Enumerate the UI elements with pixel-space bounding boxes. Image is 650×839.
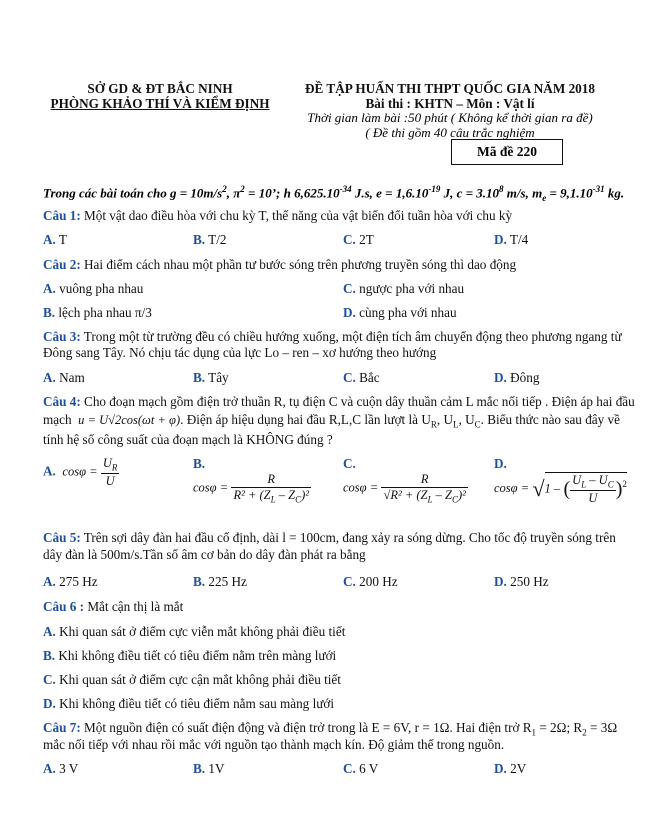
q1-option-d[interactable]: D. T/4 xyxy=(494,232,529,247)
question-5: Câu 5: Trên sợi dây đàn hai đầu cố định, dài l = 100cm, đang xảy ra sóng dừng. Cho tốc độ truyền sóng trên xyxy=(43,530,616,545)
q6-option-b[interactable]: B. Khi không điều tiết có tiêu điểm nằm trên màng lưới xyxy=(43,648,337,663)
exam-title: ĐỀ TẬP HUẤN THI THPT QUỐC GIA NĂM 2018 xyxy=(305,81,595,96)
question-5-line-2: dây đàn là 500m/s.Tần số âm cơ bản do dây đàn phát ra bằng xyxy=(43,547,366,562)
question-4-line-3: tính hệ số công suất của đoạn mạch là KHÔNG đúng ? xyxy=(43,432,333,447)
office-name: PHÒNG KHẢO THÍ VÀ KIỂM ĐỊNH xyxy=(50,96,270,111)
q4-option-a[interactable]: A. cosφ = $\frac{U_R}{U}$ xyxy=(43,456,118,488)
q5-option-b[interactable]: B. 225 Hz xyxy=(193,574,247,589)
q2-option-a[interactable]: A. vuông pha nhau xyxy=(43,281,144,296)
q5-option-d[interactable]: D. 250 Hz xyxy=(494,574,549,589)
q4-c-fraction: $\frac{R}{√R^2 + (Z_L - Z_C)^2}$ xyxy=(383,472,466,505)
q1-option-b[interactable]: B. T/2 xyxy=(193,232,227,247)
question-7-line-2: mắc nối tiếp với nhau rồi mắc với nguồn tạo thành mạch kín. Độ giảm thế trong nguồn. xyxy=(43,737,505,752)
q4-b-fraction: $\frac{R}{R^2 + (Z_L - Z_C)^2}$ xyxy=(233,472,310,505)
q7-option-b[interactable]: B. 1V xyxy=(193,761,225,776)
exam-subject: Bài thi : KHTN – Môn : Vật lí xyxy=(365,96,535,111)
question-2: Câu 2: Hai điểm cách nhau một phần tư bước sóng trên phương truyền sóng thì dao động xyxy=(43,257,517,272)
q1-option-a[interactable]: A. T xyxy=(43,232,67,247)
dept-name: SỞ GD & ĐT BẮC NINH xyxy=(87,81,233,96)
q4-option-d[interactable]: cosφ = √1 – ( $\frac{U_L - U_C}{U}$ )$^2$ xyxy=(494,473,627,505)
q5-option-a[interactable]: A. 275 Hz xyxy=(43,574,98,589)
q3-option-c[interactable]: C. Bắc xyxy=(343,370,380,385)
formula-u: u = U√2cos(ωt + φ) xyxy=(78,413,181,427)
q3-option-b[interactable]: B. Tây xyxy=(193,370,229,385)
question-7: Câu 7: Một nguồn điện có suất điện động và điện trở trong là E = 6V, r = 1Ω. Hai điện trở $R_1 = 2\Omega$; $R_2 = 3\Omega$ xyxy=(43,720,618,738)
q4-option-c-label[interactable]: C. xyxy=(343,456,356,471)
q3-option-a[interactable]: A. Nam xyxy=(43,370,85,385)
q7-option-c[interactable]: C. 6 V xyxy=(343,761,379,776)
q4-option-b[interactable]: cosφ = $\frac{R}{R^2 + (Z_L - Z_C)^2}$ xyxy=(193,472,310,505)
q4-option-c[interactable]: cosφ = $\frac{R}{√R^2 + (Z_L - Z_C)^2}$ xyxy=(343,472,466,505)
q3-option-d[interactable]: D. Đông xyxy=(494,370,540,385)
q1-option-c[interactable]: C. 2T xyxy=(343,232,374,247)
question-6: Câu 6 : Mắt cận thị là mắt xyxy=(43,599,184,614)
q6-option-d[interactable]: D. Khi không điều tiết có tiêu điểm nằm sau màng lưới xyxy=(43,696,335,711)
q4-option-d-label[interactable]: D. xyxy=(494,456,507,471)
question-4: Câu 4: Cho đoạn mạch gồm điện trở thuần R, tụ điện C và cuộn dây thuần cảm L mắc nối tiếp . Điện áp hai đầu xyxy=(43,394,635,409)
q5-option-c[interactable]: C. 200 Hz xyxy=(343,574,398,589)
q4-option-b-label[interactable]: B. xyxy=(193,456,206,471)
q2-option-c[interactable]: C. ngược pha với nhau xyxy=(343,281,465,296)
question-3-line-2: Đông sang Tây. Nó chịu tác dụng của lực Lo – ren – xơ hướng theo hướng xyxy=(43,345,437,360)
question-4-line-2: mạch u = U√2cos(ωt + φ). Điện áp hiệu dụng hai đầu R,L,C lần lượt là $U_R$, $U_L$, $U_C$. Biểu thức nào sau đây về xyxy=(43,412,620,430)
q4-a-fraction: $\frac{U_R}{U}$ xyxy=(102,456,118,488)
question-3: Câu 3: Trong một từ trường đều có chiều hướng xuống, một điện tích âm chuyển động theo phương ngang từ xyxy=(43,329,622,344)
constants-line: Trong các bài toán cho $g = 10m/s^2$, $\pi^2 = 10$’; h $6,625.10^{-34}$ J.s, $e = 1,6.10^{-19}$ J, $c = 3.10^8$ m/s, $m_e = 9,1.10^{-31}$ kg. xyxy=(43,184,625,203)
exam-duration: Thời gian làm bài :50 phút ( Không kể thời gian ra đề) xyxy=(307,110,593,125)
exam-count: ( Đề thi gồm 40 câu trắc nghiệm xyxy=(365,125,535,140)
q6-option-c[interactable]: C. Khi quan sát ở điểm cực cận mắt không phải điều tiết xyxy=(43,672,341,687)
q6-option-a[interactable]: A. Khi quan sát ở điểm cực viễn mắt không phải điều tiết xyxy=(43,624,346,639)
q7-option-d[interactable]: D. 2V xyxy=(494,761,527,776)
exam-code: Mã đề 220 xyxy=(477,144,537,159)
q2-option-b[interactable]: B. lệch pha nhau π/3 xyxy=(43,305,152,320)
q4-d-fraction: $\frac{U_L - U_C}{U}$ xyxy=(572,473,614,505)
question-1: Câu 1: Một vật dao điều hòa với chu kỳ T, thế năng của vật biến đổi tuần hòa với chu kỳ xyxy=(43,208,513,223)
exam-code-box xyxy=(451,139,563,165)
q7-option-a[interactable]: A. 3 V xyxy=(43,761,79,776)
q2-option-d[interactable]: D. cùng pha với nhau xyxy=(343,305,457,320)
